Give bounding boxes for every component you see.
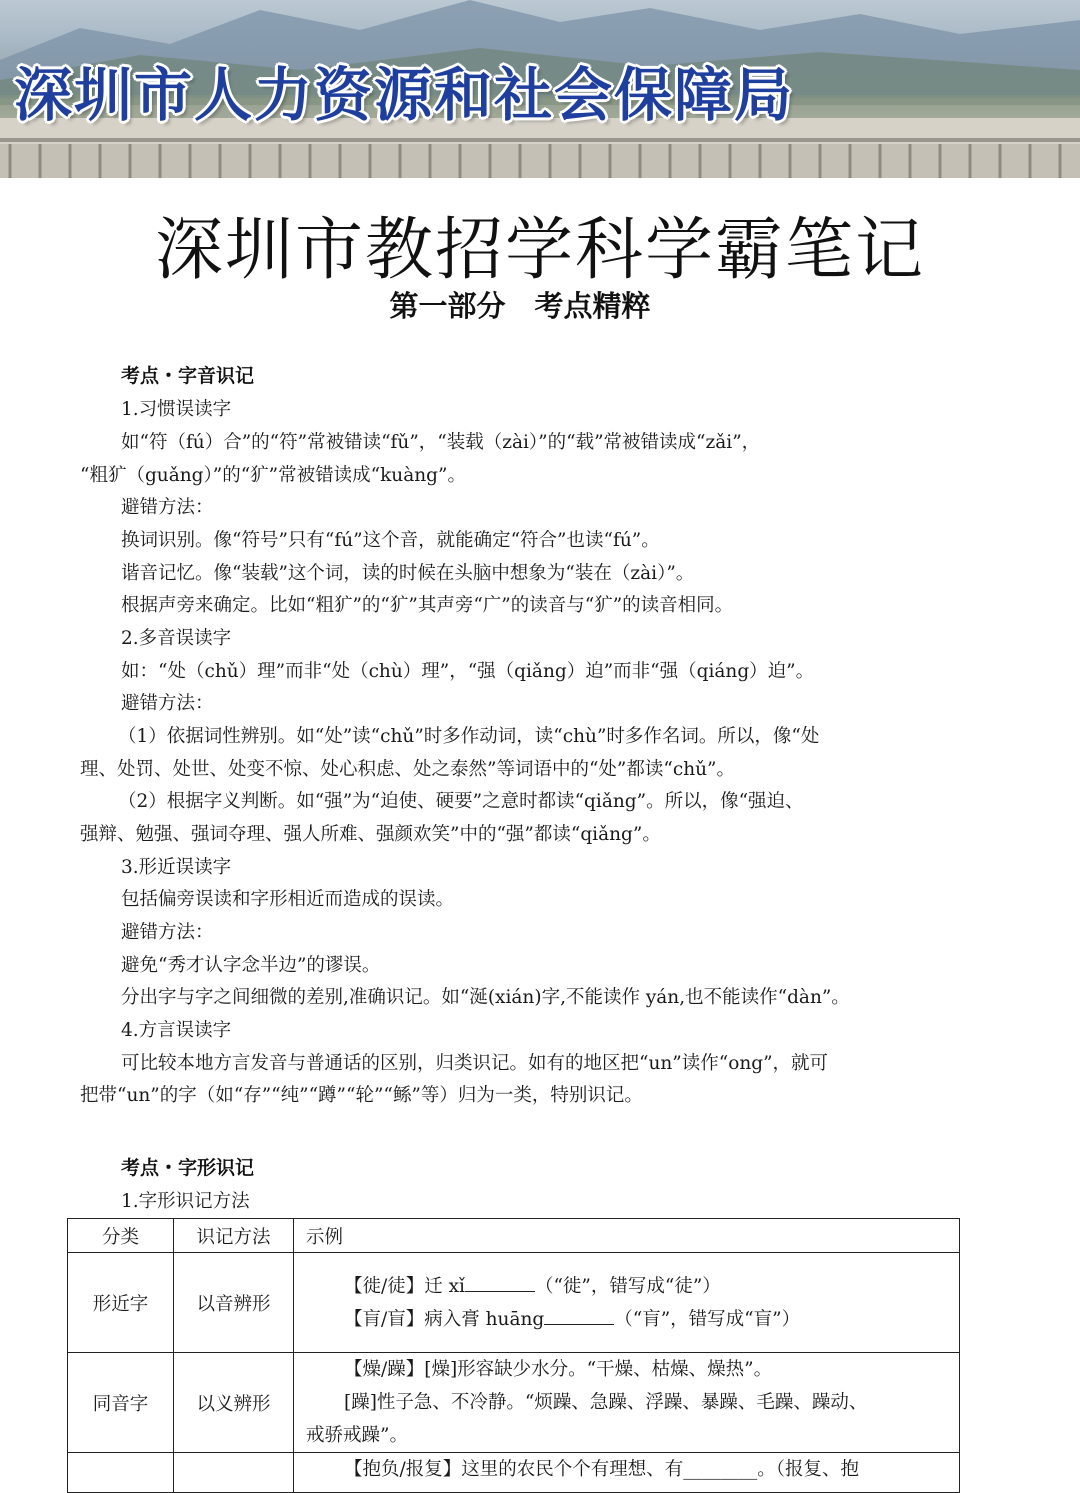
paragraph-line: 避错方法： [121,922,214,943]
paragraph-line: 根据声旁来确定。比如“粗犷”的“犷”其声旁“广”的读音与“犷”的读音相同。 [121,595,734,616]
paragraph-line: 2.多音误读字 [121,628,232,649]
paragraph-line: 避错方法： [121,693,214,714]
example-text: 【徙/徒】迁 xǐ [344,1275,465,1297]
paragraph-line: 4.方言误读字 [121,1020,232,1041]
example-line: 戒骄戒躁”。 [306,1425,408,1446]
paragraph-line: 换词识别。像“符号”只有“fú”这个音，就能确定“符合”也读“fú”。 [121,530,660,551]
cell-method: 以音辨形 [174,1253,294,1353]
paragraph-line: （2）根据字义判断。如“强”为“迫使、硬要”之意时都读“qiǎng”。所以，像“强迫、 [118,791,804,812]
cell-category: 形近字 [68,1253,174,1353]
example-line: 【抱负/报复】这里的农民个个有理想、有________。（报复、抱 [344,1459,859,1480]
paragraph-line: 避错方法： [121,497,214,518]
paragraph-line: 分出字与字之间细微的差别,准确识记。如“涎(xián)字,不能读作 yán,也不能读作“dàn”。 [121,987,850,1008]
header-example: 示例 [294,1219,960,1253]
fill-blank [544,1307,614,1325]
header-category: 分类 [68,1219,174,1253]
paragraph-line: 谐音记忆。像“装载”这个词，读的时候在头脑中想象为“装在（zài）”。 [121,563,695,584]
paragraph-line: 1.习惯误读字 [121,399,232,420]
paragraph-line: 把带“un”的字（如“存”“纯”“蹲”“轮”“鲧”等）归为一类，特别识记。 [80,1085,643,1106]
cell-examples [294,1353,960,1453]
paragraph-line: 包括偏旁误读和字形相近而造成的误读。 [121,889,455,910]
paragraph-line: 如：“处（chǔ）理”而非“处（chù）理”，“强（qiǎng）迫”而非“强（qiáng）迫”。 [121,661,815,682]
example-line [306,1270,959,1303]
fill-blank [465,1274,535,1292]
cell-category [68,1453,174,1493]
example-text: 【肓/盲】病入膏 huāng [344,1308,545,1330]
cell-method: 以义辨形 [174,1353,294,1453]
paragraph-line: 如“符（fú）合”的“符”常被错读“fǔ”，“装载（zài）”的“载”常被错读成“zǎi”， [121,432,761,453]
paragraph-line: 理、处罚、处世、处变不惊、处心积虑、处之泰然”等词语中的“处”都读“chǔ”。 [80,759,735,780]
paragraph-line: （1）依据词性辨别。如“处”读“chǔ”时多作动词，读“chù”时多作名词。所以，像“处 [118,726,820,747]
paragraph-line: 可比较本地方言发音与普通话的区别，归类识记。如有的地区把“un”读作“ong”，就可 [121,1053,829,1074]
table-row [68,1353,960,1453]
section-heading-glyph: 考点・字形识记 [121,1157,255,1179]
table-row [68,1253,960,1353]
cell-method [174,1453,294,1493]
paragraph-line: 强辩、勉强、强词夺理、强人所难、强颜欢笑”中的“强”都读“qiǎng”。 [80,824,661,845]
banner-title: 深圳市人力资源和社会保障局 [14,61,795,129]
table-row [68,1453,960,1493]
paragraph-line: “粗犷（guǎng）”的“犷”常被错读成“kuàng”。 [80,465,466,486]
document-title: 深圳市教招学科学霸笔记 [154,211,925,290]
cell-examples [294,1453,960,1493]
section-heading-pronunciation: 考点・字音识记 [121,365,255,387]
subsection-title: 1.字形识记方法 [121,1191,250,1212]
example-line: 【燥/躁】[燥]形容缺少水分。“干燥、枯燥、燥热”。 [344,1359,773,1380]
header-banner [0,0,1080,178]
example-note: （“肓”，错写成“盲”） [614,1308,801,1330]
paragraph-line: 避免“秀才认字念半边”的谬误。 [121,955,381,976]
cell-examples [294,1253,960,1353]
example-note: （“徙”，错写成“徒”） [534,1275,721,1297]
part-title: 第一部分 考点精粹 [389,289,651,323]
example-line [306,1303,959,1336]
header-method: 识记方法 [174,1219,294,1253]
table-header-row [68,1219,960,1253]
example-line: [躁]性子急、不冷静。“烦躁、急躁、浮躁、暴躁、毛躁、躁动、 [344,1392,868,1413]
cell-category: 同音字 [68,1353,174,1453]
glyph-method-table [67,1218,960,1493]
paragraph-line: 3.形近误读字 [121,857,232,878]
